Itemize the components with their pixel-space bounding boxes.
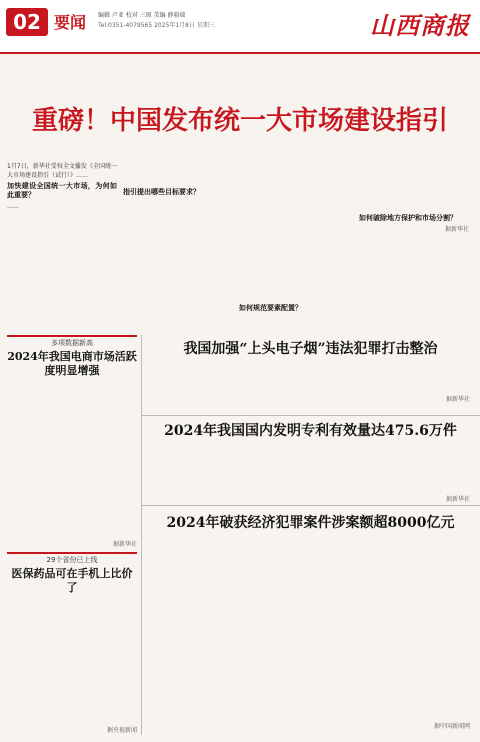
column-divider xyxy=(141,335,142,735)
side2-kicker: 29个省份已上线 xyxy=(46,556,98,564)
lead-column-4 xyxy=(359,214,469,236)
story2-headline: 我国加强“上头电子烟”违法犯罪打击整治 xyxy=(183,341,438,357)
side1-kicker: 多项数据新高 xyxy=(51,339,93,347)
masthead xyxy=(0,0,480,54)
lead-credit: 据新华社 xyxy=(444,226,469,233)
section-name: 要闻 xyxy=(54,13,87,32)
lead-column-2 xyxy=(123,188,233,199)
story4-credit: 据中国新闻网 xyxy=(433,723,470,730)
lead-subhead-1: 加快建设全国统一大市场，为何如此重要？ xyxy=(7,182,117,199)
side2-credit-block xyxy=(7,726,137,737)
date-line: Tel:0351-4079565 2025年1月8日 星期三 xyxy=(98,22,215,29)
story4-credit-block xyxy=(400,722,470,733)
newspaper-logo: 山西商报 xyxy=(370,11,470,40)
sidebar-rule xyxy=(7,335,137,337)
side1-credit-block xyxy=(7,540,137,551)
editor-line: 编辑 卢亚 校对 三原 美编 薛骆瑞 xyxy=(98,12,186,19)
lead-headline: 重磅！中国发布统一大市场建设指引 xyxy=(31,106,448,136)
side2-headline: 医保药品可在手机上比价了 xyxy=(11,567,133,594)
lead-column-3 xyxy=(239,304,349,315)
lead-subhead-2: 指引提出哪些目标要求？ xyxy=(123,188,200,196)
side1-headline: 2024年我国电商市场活跃度明显增强 xyxy=(7,350,137,377)
story2-credit-block xyxy=(400,395,470,406)
story4-headline: 2024年破获经济犯罪案件涉案额超8000亿元 xyxy=(166,515,455,531)
story-divider xyxy=(141,505,480,506)
lead-subhead-4: 如何破除地方保护和市场分割？ xyxy=(359,214,457,222)
side1-credit: 据新华社 xyxy=(112,541,137,548)
lead-column-1 xyxy=(7,162,117,213)
story3-credit: 据新华社 xyxy=(445,496,470,503)
lead-paragraph: …… xyxy=(7,203,19,210)
lead-paragraph: 1月7日，新华社受权全文播发《全国统一大市场建设指引（试行）》…… xyxy=(7,163,117,179)
sidebar-rule xyxy=(7,552,137,554)
story3-headline: 2024年我国国内发明专利有效量达475.6万件 xyxy=(164,423,457,439)
story2-credit: 据新华社 xyxy=(445,396,470,403)
lead-subhead-3: 如何规范要素配置？ xyxy=(239,304,302,312)
side2-credit: 据央视新闻 xyxy=(106,727,137,734)
story-divider xyxy=(141,415,480,416)
page-number: 02 xyxy=(6,8,48,36)
